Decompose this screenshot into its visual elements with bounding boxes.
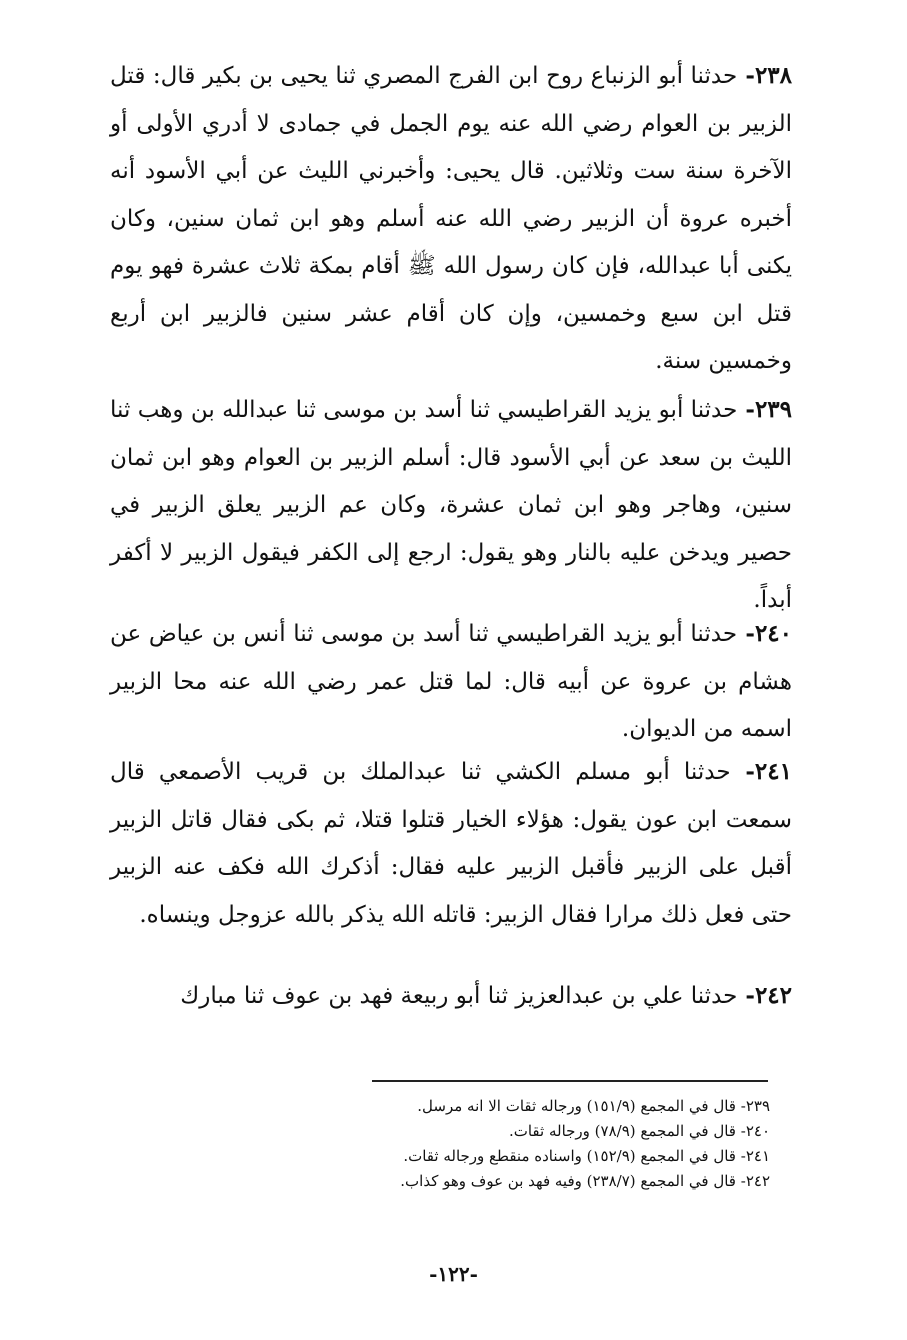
hadith-text: حدثنا أبو مسلم الكشي ثنا عبدالملك بن قريب الأصمعي قال سمعت ابن عون يقول: هؤلاء الخيار قتلوا قتلا، ثم بكى فقال قاتل الزبير أقبل على الزبير فأقبل الزبير عليه فقال: أذكرك الله فكف عنه الزبير حتى فعل ذلك مرارا فقال الزبير: قاتله الله يذكر بالله عزوجل وينساه. (110, 759, 792, 928)
hadith-text: حدثنا أبو الزنباع روح ابن الفرج المصري ثنا يحيى بن بكير قال: قتل الزبير بن العوام رضي الله عنه يوم الجمل في جمادى لا أدري الأولى أو الآخرة سنة ست وثلاثين. قال يحيى: وأخبرني الليث عن أبي الأسود أنه أخبره عروة أن الزبير رضي الله عنه أسلم وهو ابن ثمان سنين، وكان يكنى أبا عبدالله، فإن كان رسول الله ﷺ أقام بمكة ثلاث عشرة فهو يوم قتل ابن سبع وخمسين، وإن كان أقام عشر سنين فالزبير ابن أربع وخمسين سنة. (110, 63, 792, 374)
number-dash: - (737, 982, 755, 1009)
hadith-241 (110, 748, 792, 939)
hadith-text: حدثنا أبو يزيد القراطيسي ثنا أسد بن موسى ثنا أنس بن عياض عن هشام بن عروة عن أبيه قال: لما قتل عمر رضي الله عنه محا الزبير اسمه من الديوان. (110, 621, 792, 742)
hadith-number: ٢٤٢ (754, 982, 792, 1009)
hadith-number: ٢٣٩ (754, 396, 792, 423)
hadith-number: ٢٤٠ (754, 620, 792, 647)
hadith-number: ٢٣٨ (754, 62, 792, 89)
hadith-239 (110, 386, 792, 625)
footnotes (300, 1094, 770, 1194)
hadith-240 (110, 610, 792, 754)
number-dash: - (737, 620, 755, 647)
hadith-238 (110, 52, 792, 386)
footnote-239: ٢٣٩- قال في المجمع (١٥١/٩) ورجاله ثقات الا انه مرسل. (417, 1097, 770, 1115)
page-number: -١٢٢- (429, 1262, 478, 1286)
hadith-242 (110, 972, 792, 1021)
number-dash: - (737, 62, 755, 89)
footnote-242: ٢٤٢- قال في المجمع (٢٣٨/٧) وفيه فهد بن عوف وهو كذاب. (400, 1172, 770, 1190)
footnote-240: ٢٤٠- قال في المجمع (٧٨/٩) ورجاله ثقات. (508, 1122, 770, 1140)
hadith-text: حدثنا أبو يزيد القراطيسي ثنا أسد بن موسى ثنا عبدالله بن وهب ثنا الليث بن سعد عن أبي الأسود قال: أسلم الزبير بن العوام وهو ابن ثمان سنين، وهاجر وهو ابن ثمان عشرة، وكان عم الزبير يعلق الزبير في حصير ويدخن عليه بالنار وهو يقول: ارجع إلى الكفر فيقول الزبير لا أكفر أبداً. (110, 397, 792, 613)
hadith-number: ٢٤١ (754, 758, 792, 785)
hadith-text: حدثنا علي بن عبدالعزيز ثنا أبو ربيعة فهد بن عوف ثنا مبارك (180, 983, 738, 1009)
number-dash: - (737, 396, 755, 423)
footnote-241: ٢٤١- قال في المجمع (١٥٢/٩) واسناده منقطع ورجاله ثقات. (403, 1147, 770, 1165)
number-dash: - (730, 758, 755, 785)
footnote-divider (372, 1080, 768, 1082)
